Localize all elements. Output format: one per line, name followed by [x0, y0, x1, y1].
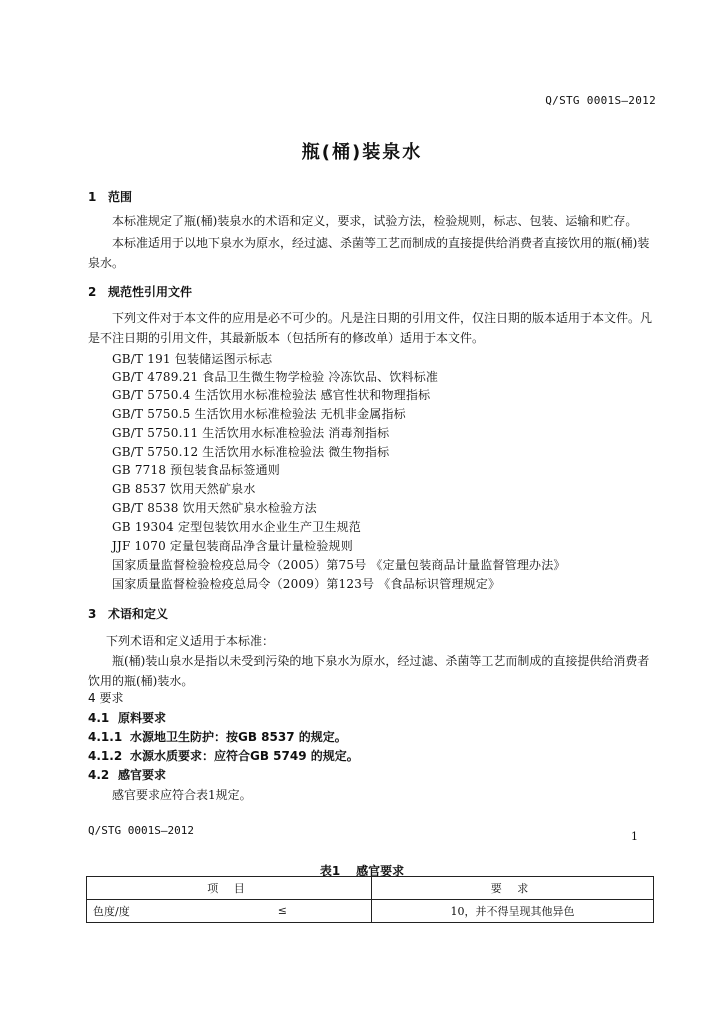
section-2-paragraph: 下列文件对于本文件的应用是必不可少的。凡是注日期的引用文件，仅注日期的版本适用于本文件。凡是不注日期的引用文件，其最新版本（包括所有的修改单）适用于本文件。	[88, 311, 653, 345]
reference-item: GB/T 4789.21 食品卫生微生物学检验 冷冻饮品、饮料标准	[112, 370, 439, 384]
section-title: 原料要求	[118, 711, 167, 725]
reference-item: GB 19304 定型包装饮用水企业生产卫生规范	[112, 520, 362, 534]
section-2-heading	[88, 283, 192, 300]
reference-item: GB 8537 饮用天然矿泉水	[112, 482, 256, 496]
section-title: 范围	[108, 190, 133, 204]
section-number: 1	[88, 190, 97, 204]
section-1-heading	[88, 188, 132, 205]
section-4-1-1	[88, 728, 347, 745]
section-number: 2	[88, 285, 97, 299]
section-number: 4.1.1	[88, 730, 123, 744]
page-number: 1	[631, 830, 638, 843]
section-1-paragraph-2: 本标准适用于以地下泉水为原水，经过滤、杀菌等工艺而制成的直接提供给消费者直接饮用的瓶(桶)装泉水。	[88, 236, 650, 270]
table-cell-requirement: 10，并不得呈现其他异色	[372, 900, 654, 923]
section-1-paragraph-1: 本标准规定了瓶(桶)装泉水的术语和定义，要求，试验方法，检验规则，标志、包装、运输和贮存。	[112, 214, 638, 228]
section-4-2-heading	[88, 766, 166, 783]
reference-item: GB/T 191 包装储运图示标志	[112, 352, 273, 366]
section-3-paragraph: 瓶(桶)装山泉水是指以未受到污染的地下泉水为原水，经过滤、杀菌等工艺而制成的直接提供给消费者饮用的瓶(桶)装水。	[88, 654, 650, 688]
item-name: 色度/度	[93, 905, 130, 918]
section-text: 水源水质要求：应符合GB 5749 的规定。	[130, 749, 359, 763]
reference-item: GB/T 5750.12 生活饮用水标准检验法 微生物指标	[112, 445, 390, 459]
comparison-symbol: ≤	[277, 904, 287, 917]
table-cell-item	[87, 900, 372, 923]
table-caption-label: 表1	[319, 864, 341, 878]
reference-item: 国家质量监督检验检疫总局令（2009）第123号 《食品标识管理规定》	[112, 577, 501, 591]
table-header-item: 项 目	[87, 877, 372, 900]
reference-item: 国家质量监督检验检疫总局令（2005）第75号 《定量包装商品计量监督管理办法》	[112, 558, 566, 572]
reference-item: GB/T 5750.5 生活饮用水标准检验法 无机非金属指标	[112, 407, 406, 421]
reference-item: GB/T 8538 饮用天然矿泉水检验方法	[112, 501, 317, 515]
section-number: 4.1.2	[88, 749, 123, 763]
reference-item: GB/T 5750.4 生活饮用水标准检验法 感官性状和物理指标	[112, 388, 431, 402]
table-header-row	[87, 877, 654, 900]
section-4-1-heading	[88, 709, 166, 726]
document-code: Q/STG 0001S—2012	[545, 94, 656, 107]
table-header-requirement: 要 求	[372, 877, 654, 900]
section-3-heading	[88, 605, 168, 622]
section-3-intro: 下列术语和定义适用于本标准：	[106, 634, 275, 648]
section-4-1-2	[88, 747, 359, 764]
section-number: 4.2	[88, 768, 110, 782]
section-text: 水源地卫生防护：按GB 8537 的规定。	[130, 730, 347, 744]
section-number: 4.1	[88, 711, 110, 725]
section-4-heading: 4 要求	[88, 691, 124, 705]
table-caption-title: 感官要求	[356, 864, 405, 878]
sensory-requirements-table	[86, 876, 654, 923]
document-title: 瓶(桶)装泉水	[301, 142, 423, 163]
section-title: 规范性引用文件	[108, 285, 193, 299]
reference-item: GB/T 5750.11 生活饮用水标准检验法 消毒剂指标	[112, 426, 390, 440]
reference-item: GB 7718 预包装食品标签通则	[112, 463, 280, 477]
section-title: 感官要求	[118, 768, 167, 782]
reference-item: JJF 1070 定量包装商品净含量计量检验规则	[112, 539, 353, 553]
footer-document-code: Q/STG 0001S—2012	[88, 824, 194, 837]
section-4-2-text: 感官要求应符合表1规定。	[112, 788, 252, 802]
section-title: 术语和定义	[108, 607, 169, 621]
table-row	[87, 900, 654, 923]
section-number: 3	[88, 607, 97, 621]
